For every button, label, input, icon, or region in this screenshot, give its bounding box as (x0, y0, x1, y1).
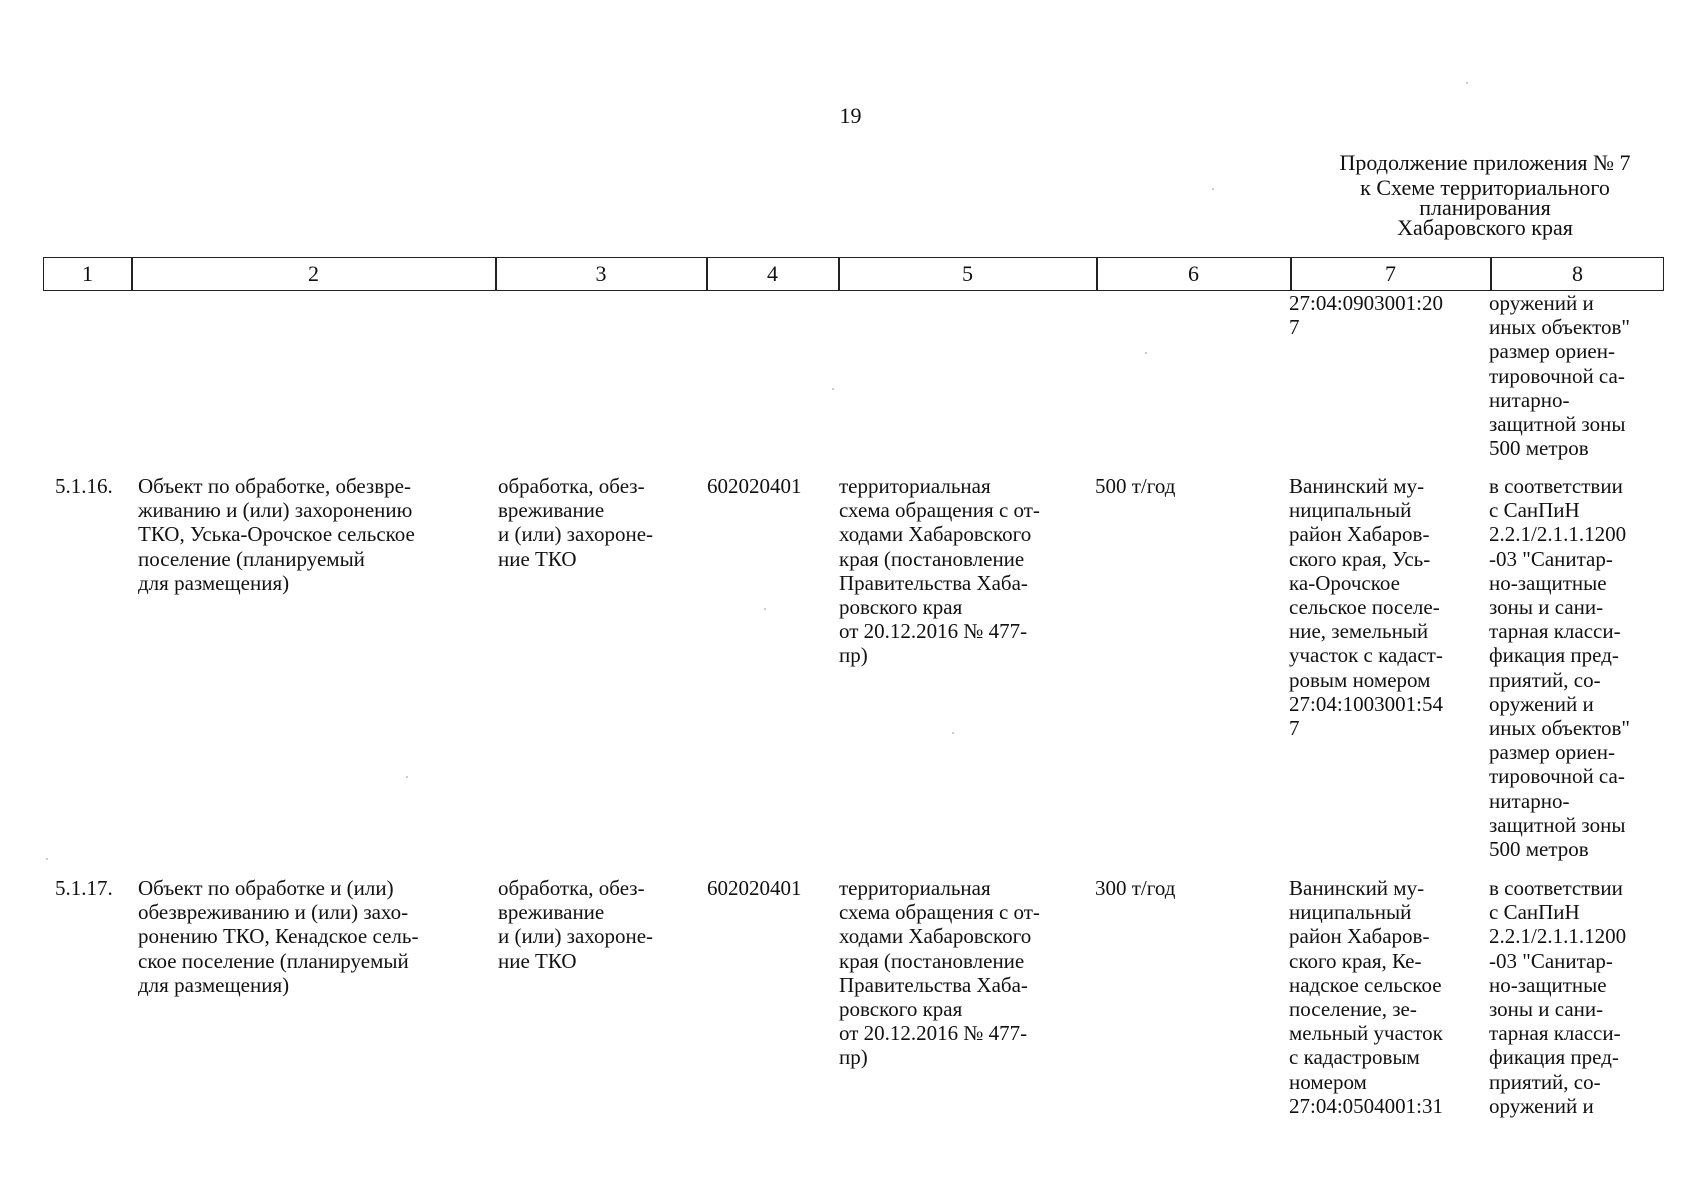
code-cell: 602020401 (707, 474, 802, 498)
code-cell: 602020401 (707, 876, 802, 900)
object-name-cell: Объект по обработке и (или) обезвреживанию и (или) захо- ронению ТКО, Кенадское сель- ское поселение (планируемый для размещения) (138, 876, 419, 997)
location-cell: Ванинский му- ниципальный район Хабаров- ского края, Ке- надское сельское поселение, зе- мельный участок с кадастровым номером 27:04:0504001:31 (1289, 876, 1444, 1118)
capacity-cell: 300 т/год (1095, 876, 1176, 900)
heading-line-3: планирования (1419, 195, 1551, 220)
header-cell-7: 7 (1385, 261, 1396, 286)
header-cell-3: 3 (595, 261, 607, 286)
table-header-row (43, 257, 1664, 291)
scan-speck (1466, 82, 1468, 84)
row-number-cell: 5.1.16. (55, 474, 113, 498)
header-cell-4: 4 (767, 261, 778, 286)
scan-speck (952, 732, 954, 734)
scan-speck (1145, 352, 1147, 354)
row-number-cell: 5.1.17. (55, 876, 113, 900)
continuation-location-cell: 27:04:0903001:20 7 (1289, 291, 1444, 340)
scan-speck (406, 776, 408, 778)
scan-speck (764, 608, 766, 610)
header-cell-8: 8 (1572, 261, 1583, 286)
heading-line-4: Хабаровского края (1397, 215, 1573, 240)
header-cell-2: 2 (308, 261, 319, 286)
location-cell: Ванинский му- ниципальный район Хабаров- ского края, Усь- ка-Орочское сельское поселе- ние, земельный участок с кадаст- ровым номером 27:04:1003001:54 7 (1289, 474, 1444, 741)
appendix-heading (1300, 150, 1670, 240)
heading-line-1: Продолжение приложения № 7 (1339, 150, 1631, 175)
header-cell-5: 5 (962, 261, 973, 286)
scan-speck (1212, 188, 1214, 190)
basis-cell: территориальная схема обращения с от- ходами Хабаровского края (постановление Правительства Хаба- ровского края от 20.12.2016 № 477- пр) (839, 474, 1040, 668)
sanitary-zone-cell: в соответствии с СанПиН 2.2.1/2.1.1.1200 -03 "Санитар- но-защитные зоны и сани- тарная класси- фикация пред- приятий, со- оружений и (1489, 876, 1627, 1118)
object-name-cell: Объект по обработке, обезвре- живанию и (или) захоронению ТКО, Уська-Орочское сельское поселение (планируемый для размещения) (138, 474, 415, 595)
sanitary-zone-cell: в соответствии с СанПиН 2.2.1/2.1.1.1200 -03 "Санитар- но-защитные зоны и сани- тарная класси- фикация пред- приятий, со- оружений и иных объектов" размер ориен- тировочной са- нитарно- защитной зоны 500 метров (1489, 474, 1630, 862)
continuation-zone-cell: оружений и иных объектов" размер ориен- тировочной са- нитарно- защитной зоны 500 метров (1489, 291, 1630, 461)
purpose-cell: обработка, обез- вреживание и (или) захороне- ние ТКО (498, 876, 654, 973)
basis-cell: территориальная схема обращения с от- ходами Хабаровского края (постановление Правительства Хаба- ровского края от 20.12.2016 № 477- пр) (839, 876, 1040, 1070)
page-number: 19 (839, 103, 862, 128)
scan-speck (832, 388, 834, 390)
header-cell-1: 1 (82, 261, 93, 286)
scan-speck (46, 858, 48, 860)
purpose-cell: обработка, обез- вреживание и (или) захороне- ние ТКО (498, 474, 654, 571)
capacity-cell: 500 т/год (1095, 474, 1176, 498)
heading-line-2: к Схеме территориального (1360, 175, 1610, 200)
header-cell-6: 6 (1188, 261, 1199, 286)
